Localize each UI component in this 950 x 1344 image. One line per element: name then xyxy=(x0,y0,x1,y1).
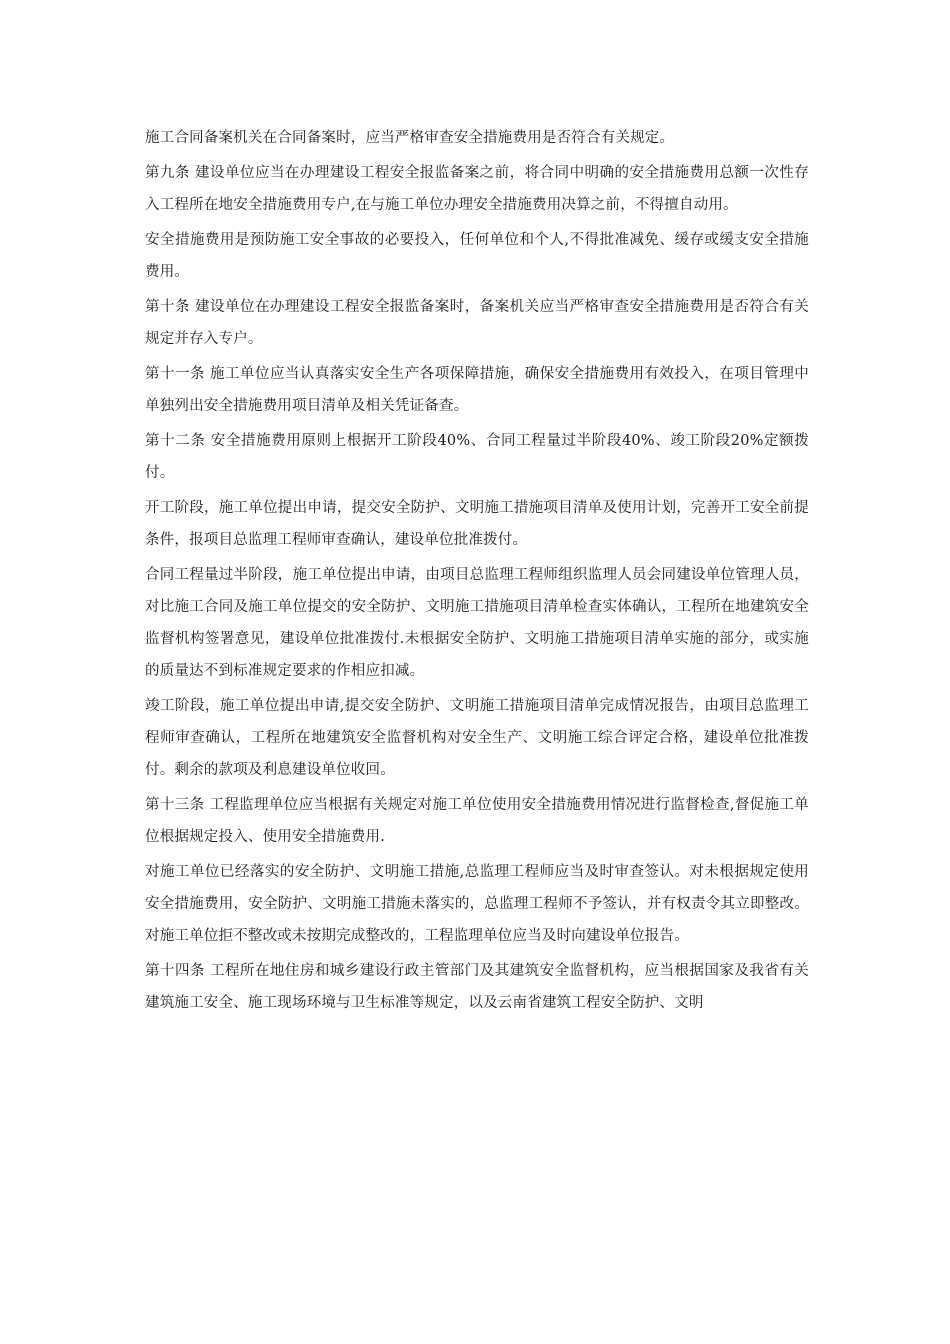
paragraph-3: 安全措施费用是预防施工安全事故的必要投入，任何单位和个人,不得批准减免、缓存或缓支安全措施费用。 xyxy=(145,232,809,280)
paragraph-4: 第十条 建设单位在办理建设工程安全报监备案时，备案机关应当严格审查安全措施费用是否符合有关规定并存入专户。 xyxy=(145,299,809,347)
document-body xyxy=(145,122,809,1022)
paragraph-7: 开工阶段，施工单位提出申请，提交安全防护、文明施工措施项目清单及使用计划，完善开工安全前提条件，报项目总监理工程师审查确认，建设单位批准拨付。 xyxy=(145,500,809,548)
paragraph-12: 第十四条 工程所在地住房和城乡建设行政主管部门及其建筑安全监督机构，应当根据国家及我省有关建筑施工安全、施工现场环境与卫生标准等规定，以及云南省建筑工程安全防护、文明 xyxy=(145,963,809,1011)
paragraph-2: 第九条 建设单位应当在办理建设工程安全报监备案之前，将合同中明确的安全措施费用总额一次性存入工程所在地安全措施费用专户,在与施工单位办理安全措施费用决算之前，不得擅自动用。 xyxy=(145,165,809,213)
paragraph-5: 第十一条 施工单位应当认真落实安全生产各项保障措施，确保安全措施费用有效投入，在项目管理中单独列出安全措施费用项目清单及相关凭证备查。 xyxy=(145,366,809,414)
paragraph-8: 合同工程量过半阶段，施工单位提出申请，由项目总监理工程师组织监理人员会同建设单位管理人员，对比施工合同及施工单位提交的安全防护、文明施工措施项目清单检查实体确认，工程所在地建筑安全监督机构签署意见，建设单位批准拨付.未根据安全防护、文明施工措施项目清单实施的部分，或实施的质量达不到标准规定要求的作相应扣减。 xyxy=(145,567,809,679)
paragraph-11: 对施工单位已经落实的安全防护、文明施工措施,总监理工程师应当及时审查签认。对未根据规定使用安全措施费用，安全防护、文明施工措施未落实的，总监理工程师不予签认，并有权责令其立即整改。对施工单位拒不整改或未按期完成整改的，工程监理单位应当及时向建设单位报告。 xyxy=(145,864,809,944)
paragraph-9: 竣工阶段，施工单位提出申请,提交安全防护、文明施工措施项目清单完成情况报告，由项目总监理工程师审查确认，工程所在地建筑安全监督机构对安全生产、文明施工综合评定合格，建设单位批准拨付。剩余的款项及利息建设单位收回。 xyxy=(145,698,809,778)
paragraph-6: 第十二条 安全措施费用原则上根据开工阶段40%、合同工程量过半阶段40%、竣工阶段20%定额拨付。 xyxy=(145,433,809,481)
paragraph-1: 施工合同备案机关在合同备案时，应当严格审查安全措施费用是否符合有关规定。 xyxy=(145,130,675,146)
paragraph-10: 第十三条 工程监理单位应当根据有关规定对施工单位使用安全措施费用情况进行监督检查,督促施工单位根据规定投入、使用安全措施费用. xyxy=(145,797,809,845)
